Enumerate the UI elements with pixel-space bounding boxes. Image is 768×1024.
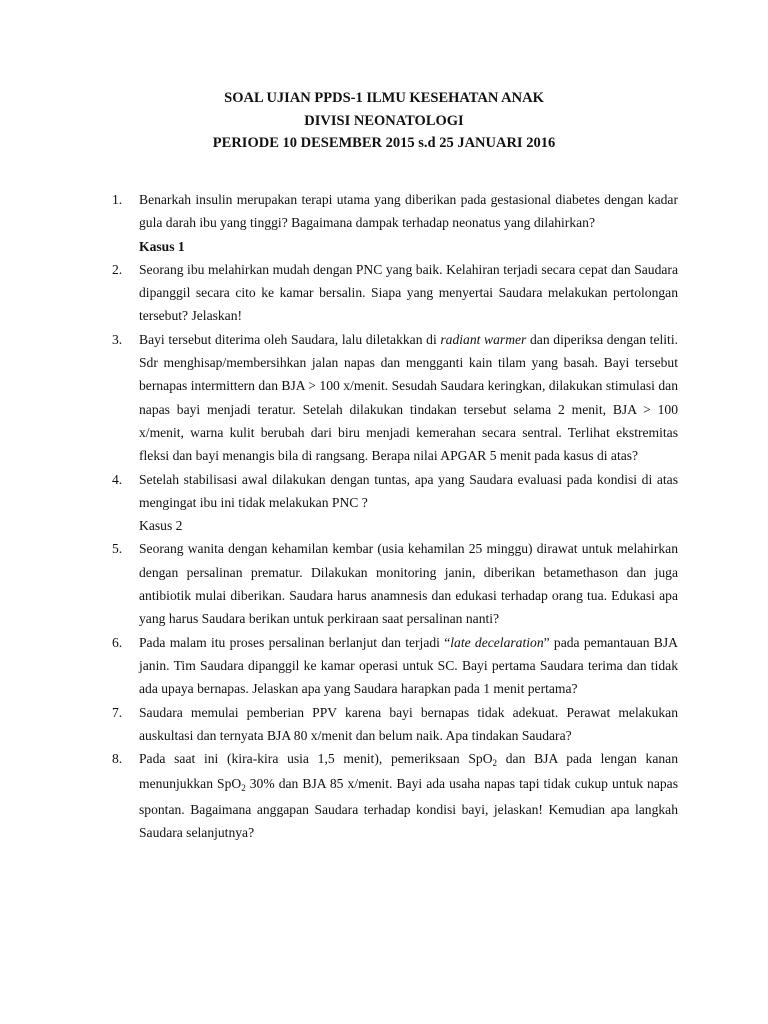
question-text: Setelah stabilisasi awal dilakukan dengan tuntas, apa yang Saudara evaluasi pada kondisi di atas mengingat ibu ini tidak melakukan PNC ? [139,471,678,510]
question-number: 3. [112,331,123,347]
question-italic-term: radiant warmer [440,331,527,347]
question-list [112,188,678,844]
question-8 [112,747,678,844]
header-division: DIVISI NEONATOLOGI [304,112,464,129]
subscript: 2 [241,783,246,794]
question-text-part: Pada malam itu proses persalinan berlanjut dan terjadi “ [139,634,451,650]
question-5 [112,537,678,630]
question-text-part: ” pada pemantauan BJA janin. Tim Saudara dipanggil ke kamar operasi untuk SC. Bayi pertama Saudara terima dan tidak ada upaya bernapas. Jelaskan apa yang Saudara harapkan pada 1 menit pertama? [139,634,678,697]
header-period: PERIODE 10 DESEMBER 2015 s.d 25 JANUARI 2016 [212,135,556,151]
question-number: 7. [112,704,123,720]
header-title: SOAL UJIAN PPDS-1 ILMU KESEHATAN ANAK [224,90,544,106]
question-text: Seorang wanita dengan kehamilan kembar (usia kehamilan 25 minggu) dirawat untuk melahirkan dengan persalinan prematur. Dilakukan monitoring janin, diberikan betamethason dan juga antibiotik mulai diberikan. Saudara harus anamnesis dan edukasi terhadap orang tua. Edukasi apa yang harus Saudara berikan untuk perkiraan saat persalinan nanti? [139,541,678,627]
question-text-part: Bayi tersebut diterima oleh Saudara, lalu diletakkan di [139,331,441,347]
question-text-part: dan BJA pada lengan kanan menunjukkan SpO [139,751,678,792]
question-number: 1. [112,192,123,207]
case-1-heading: Kasus 1 [139,238,185,254]
question-italic-term: late decelaration [450,634,544,650]
question-text-part: 30% dan BJA 85 x/menit. Bayi ada usaha napas tapi tidak cukup untuk napas spontan. Bagaimana anggapan Saudara terhadap kondisi bayi, jelaskan! Kemudian apa langkah Saudara selanjutnya? [139,776,678,841]
question-number: 4. [112,471,123,487]
question-1 [112,188,678,235]
document-header [0,87,768,155]
question-4 [112,468,678,515]
subscript: 2 [492,758,498,769]
question-number: 5. [112,541,123,557]
question-2 [112,258,678,328]
question-text-part: Pada saat ini (kira-kira usia 1,5 menit), pemeriksaan SpO [139,751,493,767]
question-text: Seorang ibu melahirkan mudah dengan PNC yang baik. Kelahiran terjadi secara cepat dan Saudara dipanggil secara cito ke kamar bersalin. Siapa yang menyertai Saudara melakukan pertolongan tersebut? Jelaskan! [139,261,678,324]
question-text: Benarkah insulin merupakan terapi utama yang diberikan pada gestasional diabetes dengan kadar gula darah ibu yang tinggi? Bagaimana dampak terhadap neonatus yang dilahirkan? [139,192,678,231]
question-7 [112,701,678,748]
question-number: 8. [112,751,123,767]
question-number: 2. [112,261,123,277]
question-text-part: dan diperiksa dengan teliti. Sdr menghisap/membersihkan jalan napas dan mengganti kain tilam yang basah. Bayi tersebut bernapas intermittern dan BJA > 100 x/menit. Sesudah Saudara keringkan, dilakukan stimulasi dan napas bayi menjadi teratur. Setelah dilakukan tindakan tersebut selama 2 menit, BJA > 100 x/menit, warna kulit berubah dari biru menjadi kemerahan secara sentral. Terlihat ekstremitas fleksi dan bayi menangis bila di rangsang. Berapa nilai APGAR 5 menit pada kasus di atas? [139,331,678,464]
question-3 [112,328,678,468]
question-6 [112,631,678,701]
case-2-heading: Kasus 2 [139,518,183,534]
question-number: 6. [112,634,123,650]
question-text: Saudara memulai pemberian PPV karena bayi bernapas tidak adekuat. Perawat melakukan auskultasi dan ternyata BJA 80 x/menit dan belum naik. Apa tindakan Saudara? [139,704,678,743]
